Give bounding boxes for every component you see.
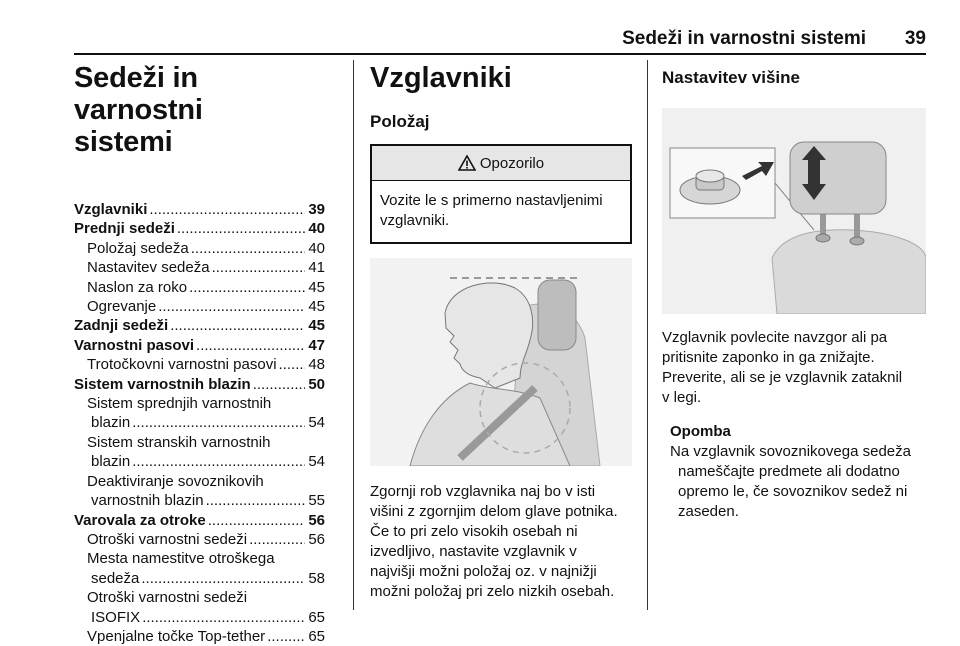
toc-entry-sprednje-blazine[interactable]: Sistem sprednjih varnostnih — [87, 395, 272, 413]
column-divider-1 — [353, 60, 354, 610]
toc-entry-top-tether[interactable]: Vpenjalne točke Top-tether ..... 65 — [74, 627, 325, 646]
toc-entry-isofix-cont[interactable]: ISOFIX ..... 65 — [74, 608, 325, 627]
toc-entry-naslon-za-roko[interactable]: Naslon za roko ..... 45 — [74, 278, 325, 297]
toc-entry-sprednje-blazine-cont[interactable]: blazin ..... 54 — [74, 413, 325, 432]
headrest-section — [370, 62, 632, 602]
toc-entry-polozaj-sedeza[interactable]: Položaj sedeža ..... 40 — [74, 239, 325, 258]
note-title: Opomba — [670, 423, 731, 440]
height-adjustment-section — [662, 62, 926, 522]
warning-box — [370, 144, 632, 244]
page-number: 39 — [904, 28, 926, 49]
toc-entry-stranske-blazine[interactable]: Sistem stranskih varnostnih — [87, 433, 271, 451]
toc-entry-zadnji-sedezi[interactable]: Zadnji sedeži ..... 45 — [74, 316, 325, 335]
toc-entry-trotockovni-pasovi[interactable]: Trotočkovni varnostni pasovi ..... 48 — [74, 355, 325, 374]
warning-header — [372, 146, 630, 181]
warning-icon — [458, 155, 476, 171]
toc-entry-sistem-varnostnih-blazin[interactable]: Sistem varnostnih blazin ..... 50 — [74, 375, 325, 394]
toc-entry-varnostni-pasovi[interactable]: Varnostni pasovi ..... 47 — [74, 336, 325, 355]
headrest-position-illustration — [370, 258, 632, 466]
section-subtitle: Položaj — [370, 112, 430, 131]
toc-entry-nastavitev-sedeza[interactable]: Nastavitev sedeža ..... 41 — [74, 258, 325, 277]
chapter-title: Sedeži in varnostni sistemi — [74, 62, 203, 158]
column-divider-2 — [647, 60, 648, 610]
warning-heading: Opozorilo — [479, 154, 545, 172]
headrest-adjust-icon — [662, 108, 926, 314]
toc-entry-deaktiviranje[interactable]: Deaktiviranje sovoznikovih — [87, 472, 264, 490]
toc-entry-isofix[interactable]: Otroški varnostni sedeži — [87, 589, 248, 607]
toc-column — [74, 62, 325, 646]
toc-entry-stranske-blazine-cont[interactable]: blazin ..... 54 — [74, 452, 325, 471]
note-block: Opomba Na vzglavnik sovoznikovega sedeža nameščajte predmete ali dodatno opremo le, če sovoznikov sedež ni zaseden. — [662, 422, 926, 522]
warning-body: Vozite le s primerno nastavljenimi vzglavniki. — [380, 192, 603, 229]
headrest-height-illustration — [662, 108, 926, 314]
toc-entry-varovala-za-otroke[interactable]: Varovala za otroke ..... 56 — [74, 511, 325, 530]
section-title: Vzglavniki — [370, 62, 512, 94]
height-title: Nastavitev višine — [662, 68, 800, 87]
header-rule — [74, 53, 926, 55]
toc-entry-ogrevanje[interactable]: Ogrevanje ..... 45 — [74, 297, 325, 316]
height-paragraph: Vzglavnik povlecite navzgor ali pa pritisnite zaponko in ga znižajte. Preverite, ali se je vzglavnik zataknil v legi. — [662, 329, 903, 406]
position-paragraph: Zgornji rob vzglavnika naj bo v isti višini z zgornjim delom glave potnika. Če to pri zelo visokih osebah ni izvedljivo, nastavite vzglavnik v najvišji možni položaj oz. v najnižji možni položaj pri zelo nizkih osebah. — [370, 483, 618, 600]
header-title: Sedeži in varnostni sistemi — [622, 28, 866, 49]
toc-entry-mesta-namestitve[interactable]: Mesta namestitve otroškega — [87, 550, 275, 568]
toc-entry-otroski-sedezi[interactable]: Otroški varnostni sedeži ..... 56 — [74, 530, 325, 549]
passenger-head-headrest-icon — [370, 258, 632, 466]
toc-entry-mesta-namestitve-cont[interactable]: sedeža ..... 58 — [74, 569, 325, 588]
toc-entry-vzglavniki[interactable]: Vzglavniki ..... 39 — [74, 200, 325, 219]
toc-entry-deaktiviranje-cont[interactable]: varnostnih blazin ..... 55 — [74, 491, 325, 510]
toc-entry-prednji-sedezi[interactable]: Prednji sedeži ..... 40 — [74, 219, 325, 238]
page-header — [74, 28, 926, 58]
